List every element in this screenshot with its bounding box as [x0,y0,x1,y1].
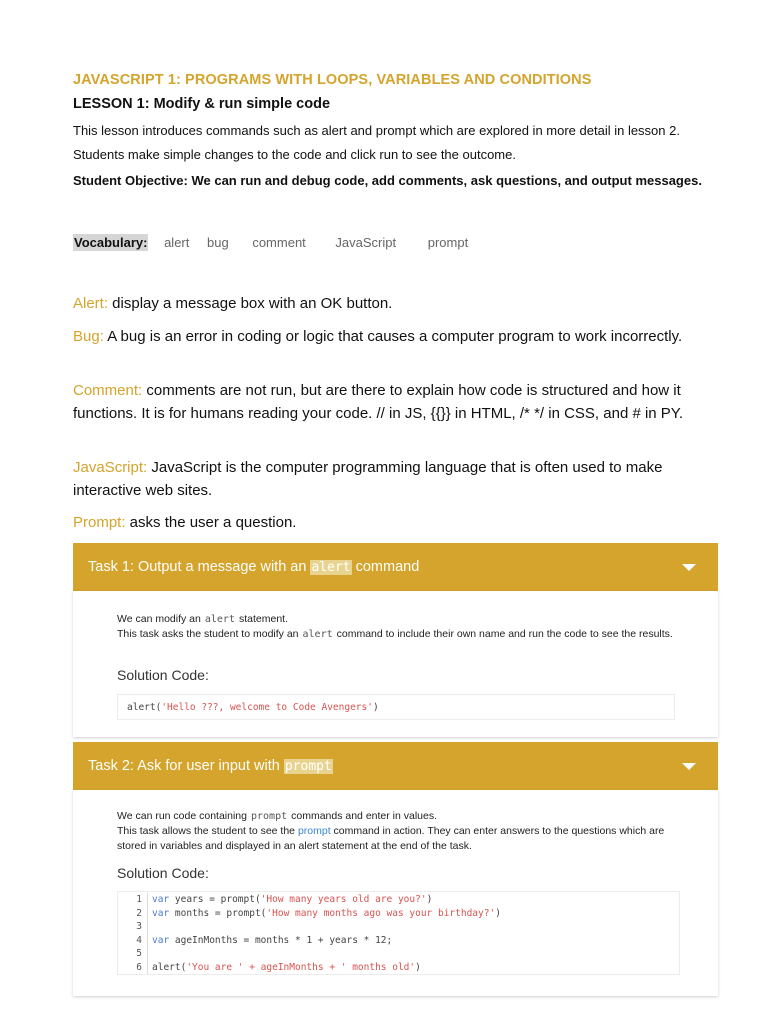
inline-code: alert [204,614,235,625]
definition-text: A bug is an error in coding or logic that causes a computer program to work incorrectly. [103,328,683,345]
code-line: 5 [118,947,152,961]
lesson-title: LESSON 1: Modify & run simple code [73,96,331,112]
definition-alert [73,292,713,315]
definition-text: display a message box with an OK button. [108,295,393,312]
definition-bug [73,325,713,348]
vocab-word-bug: bug [207,235,229,250]
chevron-down-icon[interactable] [682,564,696,571]
code-line: 6 alert('You are ' + ageInMonths + ' months old') [118,961,421,975]
task-1-header[interactable] [73,543,718,591]
unit-title: JAVASCRIPT 1: PROGRAMS WITH LOOPS, VARIABLES AND CONDITIONS [73,72,592,88]
definition-term: Alert: [73,295,109,312]
definition-term: Bug: [73,328,104,345]
definition-text: asks the user a question. [125,514,297,531]
definition-text: JavaScript is the computer programming language that is often used to make interactive web sites. [73,459,663,499]
student-objective: Student Objective: We can run and debug code, add comments, ask questions, and output messages. [73,173,702,188]
task-1-code-block: alert('Hello ???, welcome to Code Avengers') [117,694,675,720]
prompt-link[interactable]: prompt [297,825,331,837]
definition-term: JavaScript: [73,459,148,476]
code-line: 3 [118,920,152,934]
definition-term: Prompt: [73,514,126,531]
lesson-intro: This lesson introduces commands such as alert and prompt which are explored in more detail in lesson 2. Students make simple changes to the code and click run to see the outcome. [73,123,680,162]
definition-text: comments are not run, but are there to explain how code is structured and how it functions. It is for humans reading your code. // in JS, {{}} in HTML, /* */ in CSS, and # in PY. [73,382,684,422]
vocab-word-javascript: JavaScript [335,235,397,250]
vocabulary-row [73,235,468,250]
task-1-title: Task 1: Output a message with an alert command [88,559,420,575]
task-2-description: We can run code containing prompt commands and enter in values. This task allows the student to see the prompt command in action. They can enter answers to the questions which are stored in variables and displayed in an alert statement at the end of the task. [117,810,665,852]
task-2-title: Task 2: Ask for user input with prompt [88,758,332,774]
code-line: 2 var months = prompt('How many months ago was your birthday?') [118,907,501,921]
definition-prompt [73,511,713,534]
definition-javascript [73,456,713,502]
chevron-down-icon[interactable] [682,763,696,770]
definition-comment [73,379,713,425]
task-2-title-code: prompt [284,759,332,774]
task-1-solution-label: Solution Code: [117,667,209,683]
vocab-word-comment: comment [252,235,306,250]
task-1-description: We can modify an alert statement. This task asks the student to modify an alert command to include their own name and run the code to see the results. [117,613,673,640]
inline-code: prompt [250,811,288,822]
vocab-word-alert: alert [164,235,190,250]
definition-term: Comment: [73,382,143,399]
vocab-word-prompt: prompt [427,235,469,250]
task-1-title-code: alert [311,560,351,575]
inline-code: alert [302,629,333,640]
code-line: 1 var years = prompt('How many years old are you?') [118,893,432,907]
task-2-header[interactable] [73,742,718,790]
task-2-code-block [117,891,680,975]
vocabulary-label: Vocabulary: [74,235,148,250]
code-line: 4 var ageInMonths = months * 1 + years * 12; [118,934,392,948]
task-2-solution-label: Solution Code: [117,865,209,881]
